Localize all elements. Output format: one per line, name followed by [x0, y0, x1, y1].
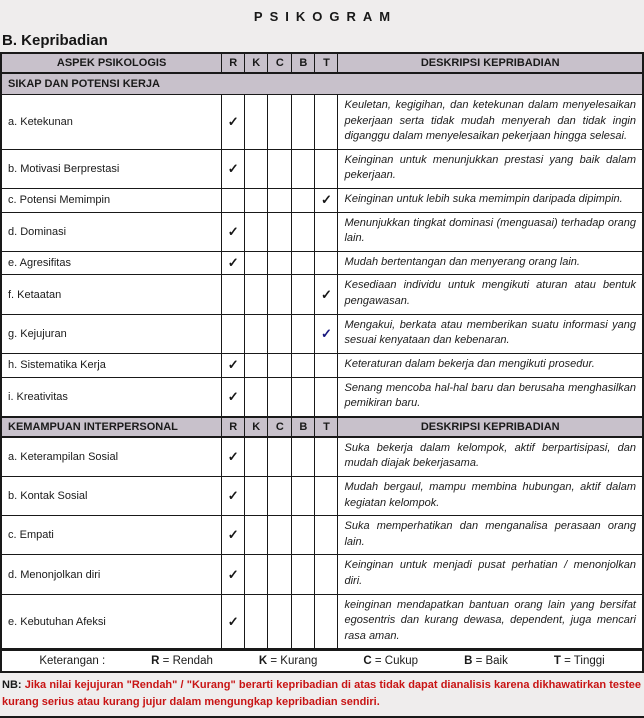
table-row — [1, 212, 643, 251]
table-row — [1, 516, 643, 555]
check-cell-c — [268, 555, 292, 594]
check-cell-r — [222, 555, 245, 594]
deskripsi-header: DESKRIPSI KEPRIBADIAN — [338, 53, 643, 73]
level-header-r: R — [222, 53, 245, 73]
checkmark-icon: ✓ — [227, 527, 239, 543]
legend-item: T = Tinggi — [553, 655, 605, 668]
description-text: Kesediaan individu untuk mengikuti aturan atau bentuk pengawasan. — [338, 275, 643, 314]
checkmark-icon: ✓ — [321, 286, 332, 302]
aspect-label: i. Kreativitas — [1, 377, 222, 417]
check-cell-r — [222, 275, 245, 314]
check-cell-t — [315, 437, 338, 477]
aspect-label: b. Motivasi Berprestasi — [1, 149, 222, 188]
check-cell-c — [268, 476, 292, 515]
check-cell-c — [268, 314, 292, 353]
check-cell-t — [315, 555, 338, 594]
checkmark-icon: ✓ — [321, 325, 332, 341]
check-cell-k — [245, 149, 268, 188]
aspect-label: h. Sistematika Kerja — [1, 353, 222, 377]
legend-item: B = Baik — [464, 655, 508, 668]
check-cell-c — [268, 516, 292, 555]
description-text: Suka memperhatikan dan menganalisa perasaan orang lain. — [338, 516, 643, 555]
page-title: PSIKOGRAM — [253, 9, 398, 24]
aspect-label: d. Dominasi — [1, 212, 222, 251]
note-prefix: NB: — [2, 679, 22, 692]
check-cell-c — [268, 437, 292, 477]
table-row — [1, 189, 643, 213]
check-cell-t — [315, 476, 338, 515]
check-cell-k — [245, 314, 268, 353]
check-cell-b — [292, 212, 315, 251]
level-header-k: K — [245, 53, 268, 73]
psikogram-table — [0, 52, 644, 673]
checkmark-icon: ✓ — [227, 255, 239, 271]
aspect-label: g. Kejujuran — [1, 314, 222, 353]
check-cell-b — [292, 555, 315, 594]
check-cell-t — [315, 377, 338, 417]
check-cell-r — [222, 314, 245, 353]
check-cell-k — [245, 516, 268, 555]
level-header-c: C — [268, 417, 292, 437]
check-cell-r — [222, 212, 245, 251]
check-cell-b — [292, 476, 315, 515]
check-cell-c — [268, 149, 292, 188]
check-cell-k — [245, 251, 268, 275]
check-cell-k — [245, 555, 268, 594]
description-text: Keinginan untuk menjadi pusat perhatian / menonjolkan diri. — [338, 555, 643, 594]
description-text: Keinginan untuk lebih suka memimpin daripada dipimpin. — [338, 189, 643, 213]
checkmark-icon: ✓ — [227, 357, 239, 373]
legend-code: T — [553, 655, 561, 668]
aspect-label: f. Ketaatan — [1, 275, 222, 314]
check-cell-c — [268, 95, 292, 150]
check-cell-t — [315, 275, 338, 314]
checkmark-icon: ✓ — [227, 613, 239, 629]
aspect-label: a. Keterampilan Sosial — [1, 437, 222, 477]
check-cell-b — [292, 251, 315, 275]
note-block — [0, 673, 644, 718]
check-cell-r — [222, 353, 245, 377]
table-row — [1, 149, 643, 188]
check-cell-r — [222, 594, 245, 650]
table-row — [1, 95, 643, 150]
table-row — [1, 377, 643, 417]
checkmark-icon: ✓ — [227, 388, 239, 404]
check-cell-r — [222, 149, 245, 188]
description-text: Menunjukkan tingkat dominasi (menguasai) terhadap orang lain. — [338, 212, 643, 251]
legend-item: C = Cukup — [363, 655, 419, 668]
section-title: KEMAMPUAN INTERPERSONAL — [1, 417, 222, 437]
check-cell-t — [315, 594, 338, 650]
table-row — [1, 275, 643, 314]
legend — [6, 655, 638, 667]
description-text: keinginan mendapatkan bantuan orang lain yang bersifat egosentris dan kurang dewasa, dependent, juga mencari rasa aman. — [338, 594, 643, 650]
level-header-b: B — [292, 53, 315, 73]
check-cell-t — [315, 251, 338, 275]
check-cell-r — [222, 377, 245, 417]
level-header-t: T — [315, 53, 338, 73]
check-cell-r — [222, 189, 245, 213]
check-cell-r — [222, 516, 245, 555]
description-text: Keuletan, kegigihan, dan ketekunan dalam menyelesaikan pekerjaan serta tidak mudah menyerah dan tidak ingin diganggu dalam menyelesaikan pekerjaan hingga selesai. — [338, 95, 643, 150]
aspect-label: c. Empati — [1, 516, 222, 555]
legend-code: R — [151, 655, 160, 668]
check-cell-t — [315, 516, 338, 555]
description-text: Mudah bertentangan dan menyerang orang lain. — [338, 251, 643, 275]
check-cell-b — [292, 275, 315, 314]
checkmark-icon: ✓ — [227, 488, 239, 504]
description-text: Senang mencoba hal-hal baru dan berusaha menghasilkan pemikiran baru. — [338, 377, 643, 417]
checkmark-icon: ✓ — [227, 113, 239, 129]
table-row — [1, 437, 643, 477]
check-cell-c — [268, 594, 292, 650]
check-cell-r — [222, 251, 245, 275]
check-cell-k — [245, 594, 268, 650]
description-text: Mudah bergaul, mampu membina hubungan, aktif dalam kegiatan kelompok. — [338, 476, 643, 515]
level-header-t: T — [315, 417, 338, 437]
check-cell-b — [292, 594, 315, 650]
check-cell-t — [315, 314, 338, 353]
legend-item: R = Rendah — [151, 655, 213, 668]
checkmark-icon: ✓ — [321, 192, 332, 208]
legend-code: C — [363, 655, 372, 668]
check-cell-c — [268, 189, 292, 213]
check-cell-r — [222, 95, 245, 150]
level-header-k: K — [245, 417, 268, 437]
table-row — [1, 555, 643, 594]
check-cell-r — [222, 476, 245, 515]
level-header-b: B — [292, 417, 315, 437]
section-title-row — [1, 73, 643, 95]
check-cell-b — [292, 95, 315, 150]
check-cell-k — [245, 189, 268, 213]
check-cell-t — [315, 353, 338, 377]
description-text: Keteraturan dalam bekerja dan mengikuti prosedur. — [338, 353, 643, 377]
check-cell-c — [268, 353, 292, 377]
aspect-label: c. Potensi Memimpin — [1, 189, 222, 213]
aspect-label: a. Ketekunan — [1, 95, 222, 150]
check-cell-k — [245, 437, 268, 477]
check-cell-c — [268, 377, 292, 417]
section-title: SIKAP DAN POTENSI KERJA — [1, 73, 643, 95]
level-header-c: C — [268, 53, 292, 73]
check-cell-k — [245, 353, 268, 377]
legend-row — [1, 650, 643, 673]
check-cell-b — [292, 353, 315, 377]
aspect-label: d. Menonjolkan diri — [1, 555, 222, 594]
aspect-label: e. Agresifitas — [1, 251, 222, 275]
check-cell-c — [268, 212, 292, 251]
description-text: Mengakui, berkata atau memberikan suatu informasi yang sesuai kenyataan dan kebenaran. — [338, 314, 643, 353]
checkmark-icon: ✓ — [227, 160, 239, 176]
legend-code: K — [258, 655, 268, 668]
check-cell-t — [315, 95, 338, 150]
level-header-r: R — [222, 417, 245, 437]
check-cell-k — [245, 212, 268, 251]
check-cell-c — [268, 251, 292, 275]
check-cell-b — [292, 314, 315, 353]
check-cell-k — [245, 377, 268, 417]
description-text: Keinginan untuk menunjukkan prestasi yang baik dalam pekerjaan. — [338, 149, 643, 188]
legend-item: K = Kurang — [258, 655, 318, 668]
description-text: Suka bekerja dalam kelompok, aktif berpartisipasi, dan mudah diajak bekerjasama. — [338, 437, 643, 477]
checkmark-icon: ✓ — [227, 448, 239, 464]
check-cell-b — [292, 437, 315, 477]
check-cell-k — [245, 476, 268, 515]
table-row — [1, 314, 643, 353]
check-cell-c — [268, 275, 292, 314]
table-body — [1, 73, 643, 650]
table-row — [1, 251, 643, 275]
checkmark-icon: ✓ — [227, 223, 239, 239]
check-cell-b — [292, 516, 315, 555]
table-row — [1, 476, 643, 515]
check-cell-t — [315, 212, 338, 251]
aspect-label: b. Kontak Sosial — [1, 476, 222, 515]
legend-code: B — [464, 655, 473, 668]
note-text: Jika nilai kejujuran "Rendah" / "Kurang" berarti kepribadian di atas tidak dapat dianalisis karena dikhawatirkan testee kurang serius atau kurang jujur dalam mengungkap kepribadian sendiri. — [2, 679, 642, 708]
check-cell-b — [292, 189, 315, 213]
legend-label: Keterangan : — [39, 655, 106, 668]
table-header-row — [1, 53, 643, 73]
deskripsi-header: DESKRIPSI KEPRIBADIAN — [338, 417, 643, 437]
table-row — [1, 353, 643, 377]
aspect-label: e. Kebutuhan Afeksi — [1, 594, 222, 650]
section-heading-kepribadian: B. Kepribadian — [2, 32, 108, 49]
section-header-row — [1, 417, 643, 437]
check-cell-b — [292, 377, 315, 417]
check-cell-t — [315, 189, 338, 213]
check-cell-r — [222, 437, 245, 477]
check-cell-b — [292, 149, 315, 188]
table-row — [1, 594, 643, 650]
check-cell-k — [245, 95, 268, 150]
check-cell-k — [245, 275, 268, 314]
checkmark-icon: ✓ — [227, 566, 239, 582]
check-cell-t — [315, 149, 338, 188]
aspek-psikologis-header: ASPEK PSIKOLOGIS — [1, 53, 222, 73]
